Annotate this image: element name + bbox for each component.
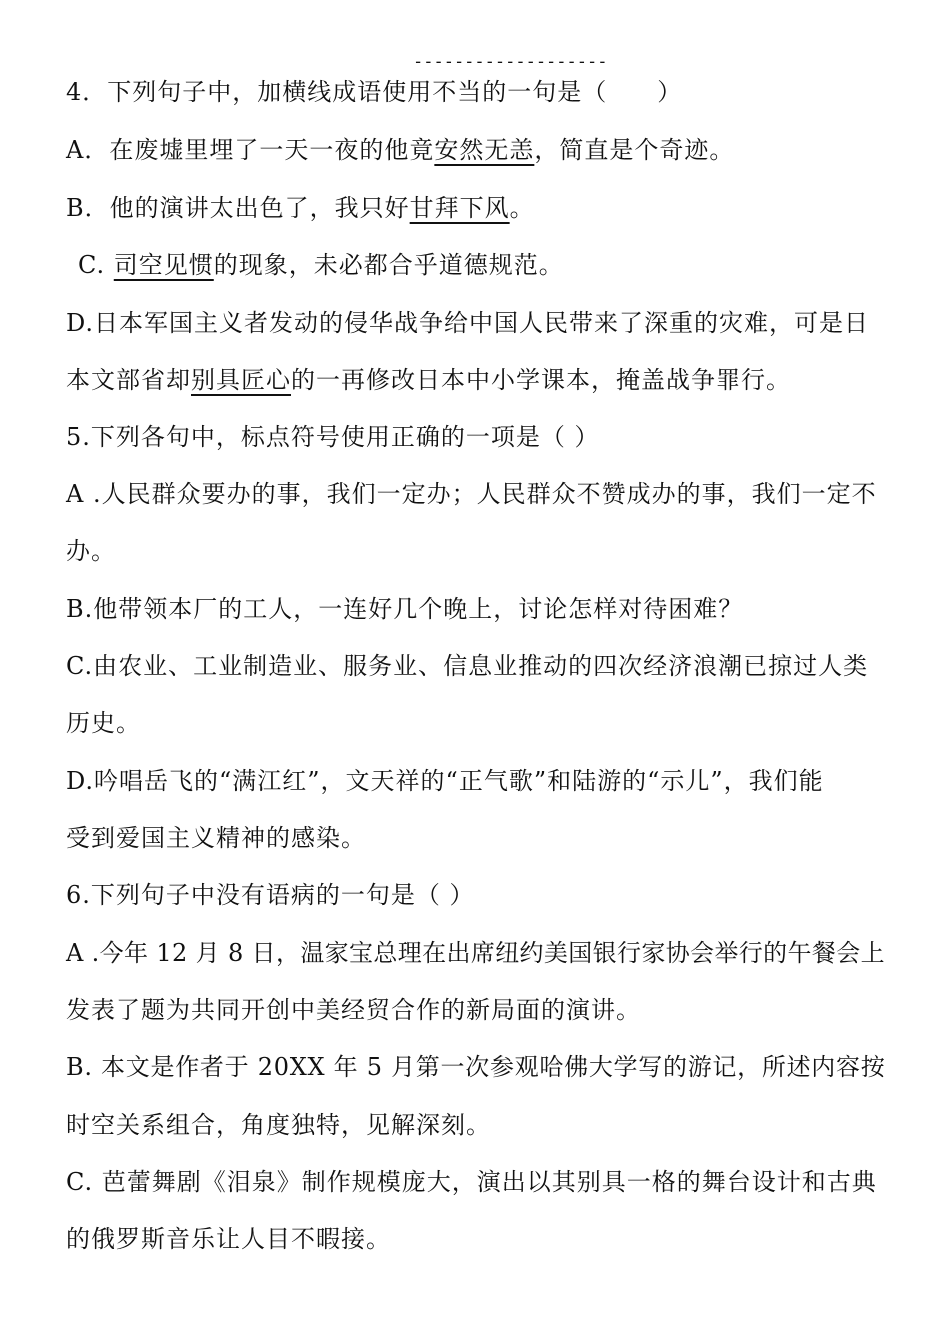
q6-option-b-line1: B. 本文是作者于 20XX 年 5 月第一次参观哈佛大学写的游记，所述内容按: [66, 1053, 886, 1081]
q6-option-b-line2: 时空关系组合，角度独特，见解深刻。: [66, 1111, 491, 1139]
q5-option-b: B.他带领本厂的工人，一连好几个晚上，讨论怎样对待困难？: [66, 595, 744, 623]
q5-option-a-line1: A .人民群众要办的事，我们一定办；人民群众不赞成办的事，我们一定不: [66, 480, 877, 508]
q4-a-idiom: 安然无恙: [434, 136, 535, 164]
q5-stem: 5.下列各句中，标点符号使用正确的一项是（ ）: [66, 423, 600, 451]
q4-d-post: 的一再修改日本中小学课本，掩盖战争罪行。: [291, 366, 791, 394]
q4-c-pre: C.: [78, 251, 114, 279]
q6-option-a-line2: 发表了题为共同开创中美经贸合作的新局面的演讲。: [66, 996, 641, 1024]
q4-b-post: 。: [509, 194, 535, 222]
q4-option-d-line1: D.日本军国主义者发动的侵华战争给中国人民带来了深重的灾难，可是日: [66, 309, 870, 337]
q6-option-c-line2: 的俄罗斯音乐让人目不暇接。: [66, 1225, 391, 1253]
q4-d-idiom: 别具匠心: [191, 366, 291, 394]
q4-option-d-line2: [66, 365, 791, 395]
q4-c-post: 的现象，未必都合乎道德规范。: [213, 251, 564, 279]
q4-option-a: [66, 135, 734, 165]
q5-option-d-line2: 受到爱国主义精神的感染。: [66, 824, 366, 852]
q4-a-pre: A．在废墟里埋了一天一夜的他竟: [66, 136, 435, 164]
q5-option-c-line2: 历史。: [66, 709, 141, 737]
q4-b-pre: B．他的演讲太出色了，我只好: [66, 194, 410, 222]
q5-option-a-line2: 办。: [66, 537, 116, 565]
q5-option-d-line1: D.吟唱岳飞的“满江红”，文天祥的“正气歌”和陆游的“示儿”，我们能: [66, 767, 824, 795]
q6-stem: 6.下列句子中没有语病的一句是（ ）: [66, 881, 475, 909]
q4-option-b: [66, 193, 535, 223]
q5-option-c-line1: C.由农业、工业制造业、服务业、信息业推动的四次经济浪潮已掠过人类: [66, 652, 869, 680]
q4-stem: 4．下列句子中，加横线成语使用不当的一句是（ ）: [66, 78, 683, 106]
q4-c-idiom: 司空见惯: [113, 251, 214, 279]
q4-option-c: [78, 250, 564, 280]
q4-d-pre: 本文部省却: [66, 366, 191, 394]
q6-option-a-line1: A .今年 12 月 8 日，温家宝总理在出席纽约美国银行家协会举行的午餐会上: [66, 939, 885, 967]
q4-b-idiom: 甘拜下风: [409, 194, 510, 222]
q4-a-post: ，简直是个奇迹。: [534, 136, 735, 164]
q6-option-c-line1: C. 芭蕾舞剧《泪泉》制作规模庞大，演出以其别具一格的舞台设计和古典: [66, 1168, 877, 1196]
header-dashes: -------------------: [413, 52, 608, 72]
